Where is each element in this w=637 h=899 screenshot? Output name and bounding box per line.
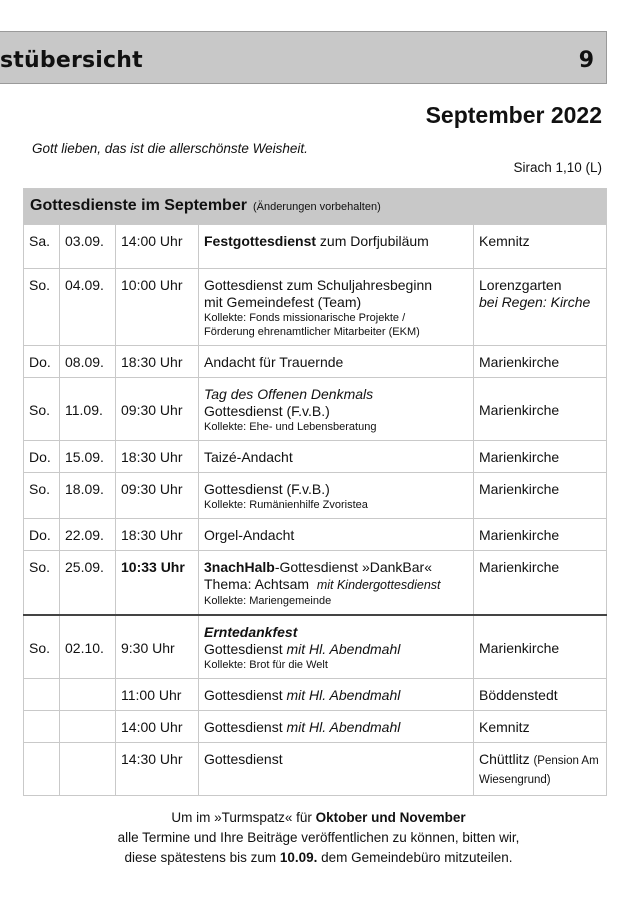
cell-location: Böddenstedt xyxy=(474,679,607,711)
cell-date: 18.09. xyxy=(60,473,116,519)
section-title: stübersicht xyxy=(0,48,143,73)
cell-day xyxy=(24,679,60,711)
cell-service: Festgottesdienst zum Dorfjubiläum xyxy=(199,225,474,269)
cell-location: Marienkirche xyxy=(474,615,607,679)
cell-time: 10:33 Uhr xyxy=(116,551,199,616)
cell-date: 03.09. xyxy=(60,225,116,269)
footer-line-3: diese spätestens bis zum 10.09. dem Gemeindebüro mitzuteilen. xyxy=(124,850,513,865)
cell-service: Tag des Offenen Denkmals Gottesdienst (F.v.B.) Kollekte: Ehe- und Lebensberatung xyxy=(199,378,474,441)
cell-date xyxy=(60,679,116,711)
cell-service: Gottesdienst mit Hl. Abendmahl xyxy=(199,711,474,743)
cell-day: So. xyxy=(24,615,60,679)
cell-service: Gottesdienst xyxy=(199,743,474,796)
cell-day: So. xyxy=(24,473,60,519)
cell-date: 08.09. xyxy=(60,346,116,378)
cell-date: 25.09. xyxy=(60,551,116,616)
cell-time: 14:30 Uhr xyxy=(116,743,199,796)
table-row xyxy=(24,378,607,441)
table-row xyxy=(24,679,607,711)
cell-location: Lorenzgarten bei Regen: Kirche xyxy=(474,269,607,346)
cell-time: 18:30 Uhr xyxy=(116,441,199,473)
cell-service: Erntedankfest Gottesdienst mit Hl. Abendmahl Kollekte: Brot für die Welt xyxy=(199,615,474,679)
cell-time: 10:00 Uhr xyxy=(116,269,199,346)
table-row xyxy=(24,473,607,519)
cell-date: 22.09. xyxy=(60,519,116,551)
cell-location: Marienkirche xyxy=(474,519,607,551)
cell-day xyxy=(24,743,60,796)
table-row xyxy=(24,615,607,679)
cell-day: So. xyxy=(24,378,60,441)
cell-day: Do. xyxy=(24,441,60,473)
table-row xyxy=(24,743,607,796)
cell-time: 9:30 Uhr xyxy=(116,615,199,679)
cell-day: Do. xyxy=(24,519,60,551)
cell-date xyxy=(60,711,116,743)
cell-location: Chüttlitz (Pension Am Wiesengrund) xyxy=(474,743,607,796)
table-row xyxy=(24,519,607,551)
cell-date: 02.10. xyxy=(60,615,116,679)
cell-location: Marienkirche xyxy=(474,378,607,441)
cell-day: So. xyxy=(24,269,60,346)
cell-day: Sa. xyxy=(24,225,60,269)
cell-location: Marienkirche xyxy=(474,346,607,378)
cell-time: 14:00 Uhr xyxy=(116,711,199,743)
cell-location: Kemnitz xyxy=(474,711,607,743)
footer-notice xyxy=(0,808,637,868)
page-number: 9 xyxy=(578,48,594,73)
cell-location: Marienkirche xyxy=(474,473,607,519)
cell-date xyxy=(60,743,116,796)
cell-time: 14:00 Uhr xyxy=(116,225,199,269)
cell-service: Andacht für Trauernde xyxy=(199,346,474,378)
cell-location: Kemnitz xyxy=(474,225,607,269)
cell-service: 3nachHalb-Gottesdienst »DankBar« Thema: Achtsam mit Kindergottesdienst Kollekte: Mariengemeinde xyxy=(199,551,474,616)
cell-location: Marienkirche xyxy=(474,551,607,616)
month-title: September 2022 xyxy=(425,102,602,128)
cell-day: Do. xyxy=(24,346,60,378)
table-row xyxy=(24,441,607,473)
cell-service: Gottesdienst zum Schuljahresbeginn mit Gemeindefest (Team) Kollekte: Fonds missionarische Projekte / Förderung ehrenamtlicher Mitarbeiter (EKM) xyxy=(199,269,474,346)
cell-time: 09:30 Uhr xyxy=(116,473,199,519)
cell-service: Gottesdienst mit Hl. Abendmahl xyxy=(199,679,474,711)
cell-location: Marienkirche xyxy=(474,441,607,473)
table-caption-row xyxy=(24,189,607,225)
cell-day xyxy=(24,711,60,743)
cell-date: 11.09. xyxy=(60,378,116,441)
service-schedule-table xyxy=(23,188,607,796)
cell-time: 09:30 Uhr xyxy=(116,378,199,441)
bible-quote: Gott lieben, das ist die allerschönste Weisheit. xyxy=(32,141,308,156)
header-band xyxy=(0,31,607,84)
cell-service: Gottesdienst (F.v.B.) Kollekte: Rumänienhilfe Zvoristea xyxy=(199,473,474,519)
cell-service: Taizé-Andacht xyxy=(199,441,474,473)
cell-time: 11:00 Uhr xyxy=(116,679,199,711)
table-row xyxy=(24,346,607,378)
table-caption: Gottesdienste im September (Änderungen vorbehalten) xyxy=(24,189,607,225)
table-row xyxy=(24,711,607,743)
table-row xyxy=(24,551,607,616)
table-row xyxy=(24,269,607,346)
cell-date: 04.09. xyxy=(60,269,116,346)
footer-line-1: Um im »Turmspatz« für Oktober und November xyxy=(171,810,466,825)
cell-date: 15.09. xyxy=(60,441,116,473)
footer-line-2: alle Termine und Ihre Beiträge veröffentlichen zu können, bitten wir, xyxy=(117,830,520,845)
cell-service: Orgel-Andacht xyxy=(199,519,474,551)
bible-quote-reference: Sirach 1,10 (L) xyxy=(513,160,602,175)
cell-time: 18:30 Uhr xyxy=(116,519,199,551)
table-row xyxy=(24,225,607,269)
cell-time: 18:30 Uhr xyxy=(116,346,199,378)
cell-day: So. xyxy=(24,551,60,616)
